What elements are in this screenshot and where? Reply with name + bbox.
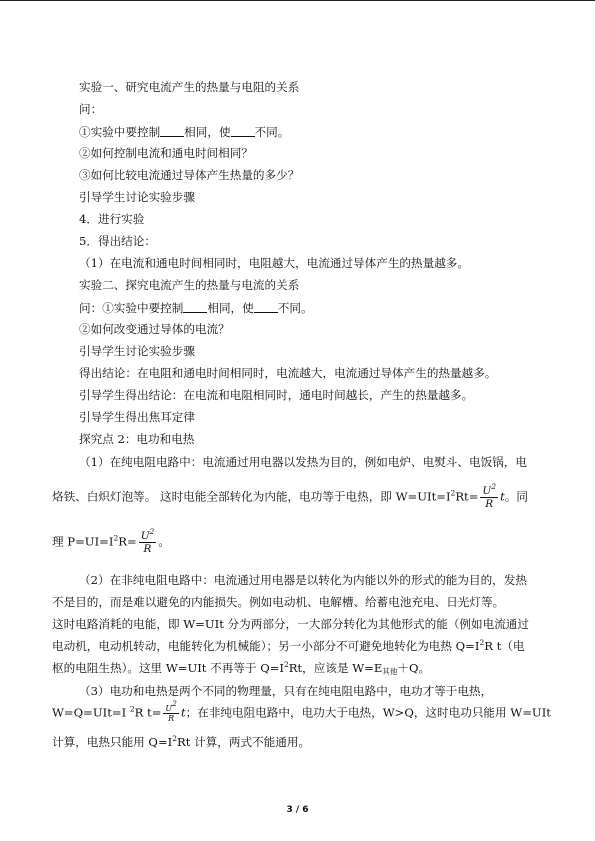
text-line (79, 124, 289, 139)
text-segment: 理 P=UI=I (52, 534, 114, 549)
text-segment: 计算，电热只能用 Q=I (52, 735, 173, 749)
text-line: 5．得出结论： (79, 234, 156, 248)
fraction-denominator: R (143, 543, 152, 555)
text-segment: 烙铁、白炽灯泡等。 这时电能全部转化为内能，电功等于电热，即 W=UIt=I (52, 489, 451, 504)
fill-blank (160, 124, 184, 137)
text-segment: 枢的电阻生热）。这里 W=UIt 不再等于 Q=I (52, 661, 285, 675)
text-segment: ；在非纯电阻电路中，电功大于电热，W>Q，这时电功只能用 W=UIt (185, 705, 551, 720)
text-line (79, 300, 313, 315)
text-line: 引导学生得出结论：在电流和电阻相同时，通电时间越长，产生的热量越多。 (79, 388, 474, 402)
variable-t: t (180, 705, 186, 720)
text-line: 4．进行实验 (79, 212, 145, 226)
fraction-denominator: R (485, 498, 494, 510)
text-segment: 相同，使 (207, 301, 254, 315)
text-line (52, 661, 430, 675)
text-segment: Rt，应该是 W=E (288, 661, 383, 675)
text-line (52, 639, 525, 653)
subscript: 其他 (382, 667, 398, 676)
text-line: （3）电功和电热是两个不同的物理量，只有在纯电阻电路中，电功才等于电热， (79, 684, 493, 698)
fraction-numerator: U (482, 485, 492, 497)
text-segment: R= (118, 534, 137, 549)
text-segment: R t（电 (484, 639, 525, 653)
text-line: ②如何改变通过导体的电流？ (79, 322, 230, 336)
text-line: 引导学生讨论实验步骤 (79, 344, 195, 358)
fraction-denominator: R (168, 714, 175, 723)
text-segment: 不同。 (277, 301, 313, 315)
text-segment: R t= (134, 705, 162, 720)
text-segment: Rt 计算，两式不能通用。 (177, 735, 311, 749)
superscript: 2 (479, 638, 485, 647)
text-line: （1）在纯电阻电路中：电流通过用电器以发热为目的，例如电炉、电熨斗、电饭锅，电 (79, 455, 527, 469)
fill-blank (231, 124, 255, 137)
text-line: 得出结论：在电阻和通电时间相同时，电流越大，电流通过导体产生的热量越多。 (79, 366, 497, 380)
text-line (52, 735, 310, 749)
superscript: 2 (284, 660, 289, 669)
text-segment: 不同。 (254, 125, 290, 139)
text-segment: 相同，使 (184, 125, 231, 139)
text-segment: 。同 (504, 489, 528, 504)
text-segment: W=Q=UIt=I (52, 705, 130, 720)
text-line: ③如何比较电流通过导体产生热量的多少？ (79, 168, 300, 182)
text-line: （1）在电流和通电时间相同时，电阻越大，电流通过导体产生的热量越多。 (79, 256, 469, 270)
text-line: 这时电路消耗的电能，即 W=UIt 分为两部分，一大部分转化为其他形式的能（例如电流通过 (52, 617, 529, 631)
text-line: 实验二、探究电流产生的热量与电流的关系 (79, 278, 300, 292)
text-line (52, 699, 551, 723)
superscript: 2 (149, 527, 155, 536)
superscript: 2 (129, 704, 135, 714)
text-segment: ＋Q。 (397, 661, 431, 675)
text-segment: 电动机，电动机转动，电能转化为机械能）；另一小部分不可避免地转化为电热 Q=I (52, 639, 480, 653)
text-segment: 。 (158, 534, 170, 549)
fill-blank (254, 300, 278, 313)
text-segment: 问：①实验中要控制 (79, 301, 184, 315)
fraction-numerator: U (165, 704, 173, 713)
superscript: 2 (172, 699, 177, 708)
text-line: 不是目的，而是难以避免的内能损失。例如电动机、电解槽、给蓄电池充电、日光灯等。 (52, 595, 505, 609)
text-segment: ①实验中要控制 (79, 125, 161, 139)
variable-t: t (500, 489, 505, 504)
text-line: ②如何控制电流和通电时间相同？ (79, 146, 253, 160)
text-line: 问： (79, 102, 103, 116)
text-line (52, 527, 170, 555)
text-line: （2）在非纯电阻电路中：电流通过用电器是以转化为内能以外的形式的能为目的，发热 (79, 573, 527, 587)
fraction-u2-over-r (139, 527, 157, 555)
text-line (52, 482, 528, 510)
page-number: 3 / 6 (286, 805, 309, 815)
superscript: 2 (113, 533, 119, 543)
text-line: 探究点 2：电功和电热 (79, 432, 195, 446)
fraction-numerator: U (140, 530, 150, 542)
superscript: 2 (450, 488, 456, 498)
superscript: 2 (491, 482, 497, 491)
fraction-u2-over-r (163, 699, 179, 723)
text-line: 引导学生得出焦耳定律 (79, 410, 195, 424)
fill-blank (183, 300, 207, 313)
text-line: 实验一、研究电流产生的热量与电阻的关系 (79, 80, 300, 94)
superscript: 2 (172, 734, 178, 743)
fraction-u2-over-r (480, 482, 498, 510)
text-line: 引导学生讨论实验步骤 (79, 190, 195, 204)
text-segment: Rt= (455, 489, 479, 504)
